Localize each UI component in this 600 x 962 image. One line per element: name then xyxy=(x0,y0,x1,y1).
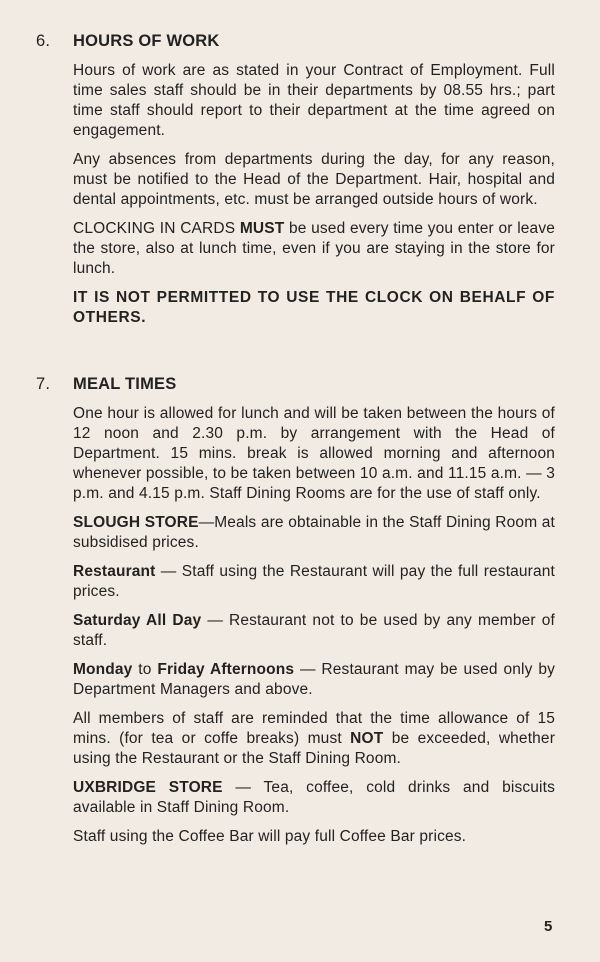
paragraph-hours: Hours of work are as stated in your Contract of Employment. Full time sales staff should be in their departments by 08.55 hrs.; part time staff should report to their department at the time agreed on engagement. xyxy=(73,62,555,139)
section-body xyxy=(73,61,555,328)
clocking-lead: CLOCKING IN CARDS xyxy=(73,220,240,237)
slough-text: —Meals are obtainable in the Staff Dining Room at subsidised prices. xyxy=(73,514,555,551)
section-heading xyxy=(36,32,560,51)
paragraph-coffee-bar: Staff using the Coffee Bar will pay full Coffee Bar prices. xyxy=(73,828,467,845)
section-title: HOURS OF WORK xyxy=(73,32,220,50)
restaurant-label: Restaurant xyxy=(73,563,156,580)
paragraph-uxbridge-store xyxy=(73,778,555,818)
section-title: MEAL TIMES xyxy=(73,375,177,393)
allowance-lead: All members of staff are reminded that the time allowance of 15 mins. (for tea or coffe breaks) must xyxy=(73,710,555,747)
section-hours-of-work xyxy=(36,32,560,337)
monday-text: — Restaurant may be used only by Department Managers and above. xyxy=(73,661,556,698)
allowance-not: NOT xyxy=(350,730,384,747)
paragraph-slough-store xyxy=(73,513,555,553)
paragraph-restaurant xyxy=(73,562,555,602)
section-number: 7. xyxy=(36,375,51,393)
friday-label: Friday Afternoons xyxy=(157,661,295,678)
section-meal-times xyxy=(36,375,560,856)
uxbridge-text: — Tea, coffee, cold drinks and biscuits available in Staff Dining Room. xyxy=(73,779,555,816)
paragraph-monday-friday xyxy=(73,660,555,700)
paragraph-absences: Any absences from departments during the day, for any reason, must be notified to the Head of the Department. Hair, hospital and dental appointments, etc. must be arranged outside hours of work. xyxy=(73,151,555,208)
page-number: 5 xyxy=(544,918,553,935)
paragraph-clocking-in xyxy=(73,219,555,279)
paragraph-clock-warning: IT IS NOT PERMITTED TO USE THE CLOCK ON BEHALF OF OTHERS. xyxy=(73,289,555,326)
monday-mid: to xyxy=(132,661,158,678)
saturday-text: — Restaurant not to be used by any member of staff. xyxy=(73,612,556,649)
uxbridge-label: UXBRIDGE STORE xyxy=(73,779,223,796)
saturday-label: Saturday All Day xyxy=(73,612,202,629)
clocking-must: MUST xyxy=(239,220,285,237)
paragraph-allowance xyxy=(73,709,555,769)
paragraph-lunch: One hour is allowed for lunch and will be taken between the hours of 12 noon and 2.30 p.m. by arrangement with the Head of Department. 15 mins. break is allowed morning and afternoon whenever possible, to be taken between 10 a.m. and 11.15 a.m. — 3 p.m. and 4.15 p.m. Staff Dining Rooms are for the use of staff only. xyxy=(73,405,555,502)
allowance-rest: be exceeded, whether using the Restaurant or the Staff Dining Room. xyxy=(73,730,556,767)
paragraph-saturday xyxy=(73,611,555,651)
clocking-rest: be used every time you enter or leave the store, also at lunch time, even if you are staying in the store for lunch. xyxy=(73,220,555,277)
restaurant-text: — Staff using the Restaurant will pay the full restaurant prices. xyxy=(73,563,555,600)
section-heading xyxy=(36,375,560,394)
section-number: 6. xyxy=(36,32,51,50)
section-body xyxy=(73,404,555,847)
slough-label: SLOUGH STORE xyxy=(73,514,199,531)
monday-label: Monday xyxy=(73,661,133,678)
